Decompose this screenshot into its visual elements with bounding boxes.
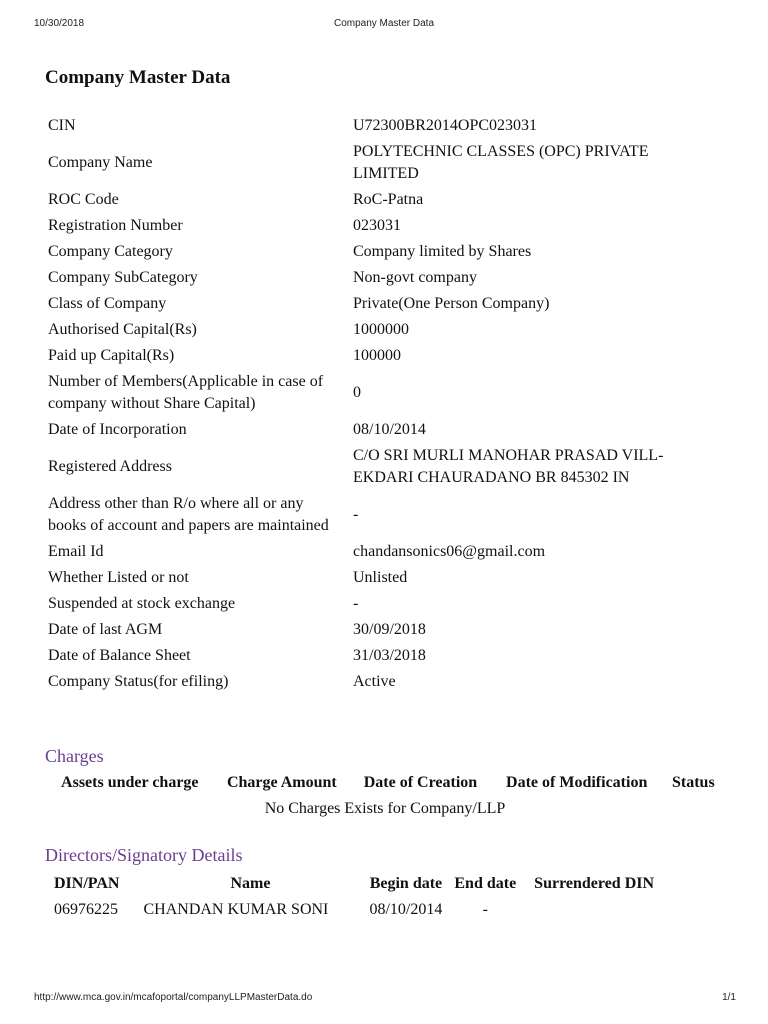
- master-row: [43, 113, 723, 139]
- master-row: [43, 369, 723, 417]
- master-row: [43, 539, 723, 565]
- field-value: Private(One Person Company): [353, 295, 550, 312]
- directors-col-name: Name: [230, 875, 271, 892]
- field-value: Company limited by Shares: [353, 243, 532, 260]
- master-row: [43, 187, 723, 213]
- print-title: Company Master Data: [333, 18, 435, 29]
- field-label: Company SubCategory: [48, 269, 198, 286]
- master-row: [43, 139, 723, 187]
- master-row: [43, 443, 723, 491]
- field-value: -: [353, 595, 359, 612]
- directors-col-surrendered: Surrendered DIN: [534, 875, 655, 892]
- field-label: Registration Number: [48, 217, 183, 234]
- charges-table: [46, 770, 724, 822]
- directors-col-end: End date: [454, 875, 517, 892]
- director-name: CHANDAN KUMAR SONI: [143, 901, 329, 918]
- field-value: POLYTECHNIC CLASSES (OPC) PRIVATE LIMITED: [353, 143, 649, 182]
- master-row: [43, 317, 723, 343]
- field-value: 08/10/2014: [353, 421, 426, 438]
- print-url: http://www.mca.gov.in/mcafoportal/companyLLPMasterData.do: [34, 992, 313, 1003]
- master-row: [43, 343, 723, 369]
- field-value: 31/03/2018: [353, 647, 426, 664]
- field-value: RoC-Patna: [353, 191, 424, 208]
- field-value: 023031: [353, 217, 401, 234]
- field-value: Active: [353, 673, 396, 690]
- directors-heading: Directors/Signatory Details: [45, 845, 243, 865]
- directors-table: [48, 871, 660, 923]
- field-value: 100000: [353, 347, 401, 364]
- field-label: CIN: [48, 117, 76, 134]
- field-label: Paid up Capital(Rs): [48, 347, 175, 364]
- charges-col-creation: Date of Creation: [363, 774, 478, 791]
- master-row: [43, 669, 723, 695]
- company-master-table: [43, 113, 723, 695]
- master-row: [43, 591, 723, 617]
- field-label: Suspended at stock exchange: [48, 595, 236, 612]
- charges-col-assets: Assets under charge: [61, 774, 199, 791]
- field-label: Authorised Capital(Rs): [48, 321, 197, 338]
- master-row: [43, 239, 723, 265]
- master-row: [43, 291, 723, 317]
- field-label: Address other than R/o where all or any books of account and papers are maintained: [48, 495, 329, 534]
- charges-empty-message: No Charges Exists for Company/LLP: [264, 800, 506, 817]
- field-label: Company Category: [48, 243, 173, 260]
- field-value: Unlisted: [353, 569, 408, 586]
- field-value: U72300BR2014OPC023031: [353, 117, 538, 134]
- field-label: Date of last AGM: [48, 621, 163, 638]
- director-row: [48, 897, 660, 923]
- charges-col-amount: Charge Amount: [226, 774, 337, 791]
- charges-col-status: Status: [671, 774, 715, 791]
- field-label: Email Id: [48, 543, 104, 560]
- field-label: Company Name: [48, 154, 153, 171]
- director-end-date: -: [482, 901, 488, 918]
- print-date: 10/30/2018: [34, 18, 85, 29]
- director-begin-date: 08/10/2014: [369, 901, 443, 918]
- charges-col-modification: Date of Modification: [506, 774, 648, 791]
- charges-header-row: [46, 770, 724, 796]
- field-label: Company Status(for efiling): [48, 673, 229, 690]
- field-value: 1000000: [353, 321, 409, 338]
- field-label: Whether Listed or not: [48, 569, 189, 586]
- master-row: [43, 565, 723, 591]
- master-row: [43, 617, 723, 643]
- master-row: [43, 491, 723, 539]
- field-value: 30/09/2018: [353, 621, 426, 638]
- field-label: Class of Company: [48, 295, 167, 312]
- field-value: -: [353, 506, 359, 523]
- print-page-number: 1/1: [722, 992, 736, 1003]
- field-label: Date of Incorporation: [48, 421, 187, 438]
- charges-heading: Charges: [45, 746, 104, 766]
- field-value: chandansonics06@gmail.com: [353, 543, 546, 560]
- field-value: C/O SRI MURLI MANOHAR PRASAD VILL-EKDARI CHAURADANO BR 845302 IN: [353, 447, 664, 486]
- master-row: [43, 213, 723, 239]
- charges-empty-row: [46, 796, 724, 822]
- field-label: Registered Address: [48, 458, 172, 475]
- field-label: ROC Code: [48, 191, 119, 208]
- directors-header-row: [48, 871, 660, 897]
- master-row: [43, 417, 723, 443]
- master-row: [43, 265, 723, 291]
- directors-col-begin: Begin date: [369, 875, 443, 892]
- page-title: Company Master Data: [45, 67, 231, 88]
- field-value: 0: [353, 384, 361, 401]
- field-value: Non-govt company: [353, 269, 477, 286]
- director-surrendered-din: [522, 897, 660, 923]
- director-din: 06976225: [54, 901, 118, 918]
- directors-col-din: DIN/PAN: [54, 875, 120, 892]
- field-label: Date of Balance Sheet: [48, 647, 191, 664]
- field-label: Number of Members(Applicable in case of company without Share Capital): [48, 373, 324, 412]
- master-row: [43, 643, 723, 669]
